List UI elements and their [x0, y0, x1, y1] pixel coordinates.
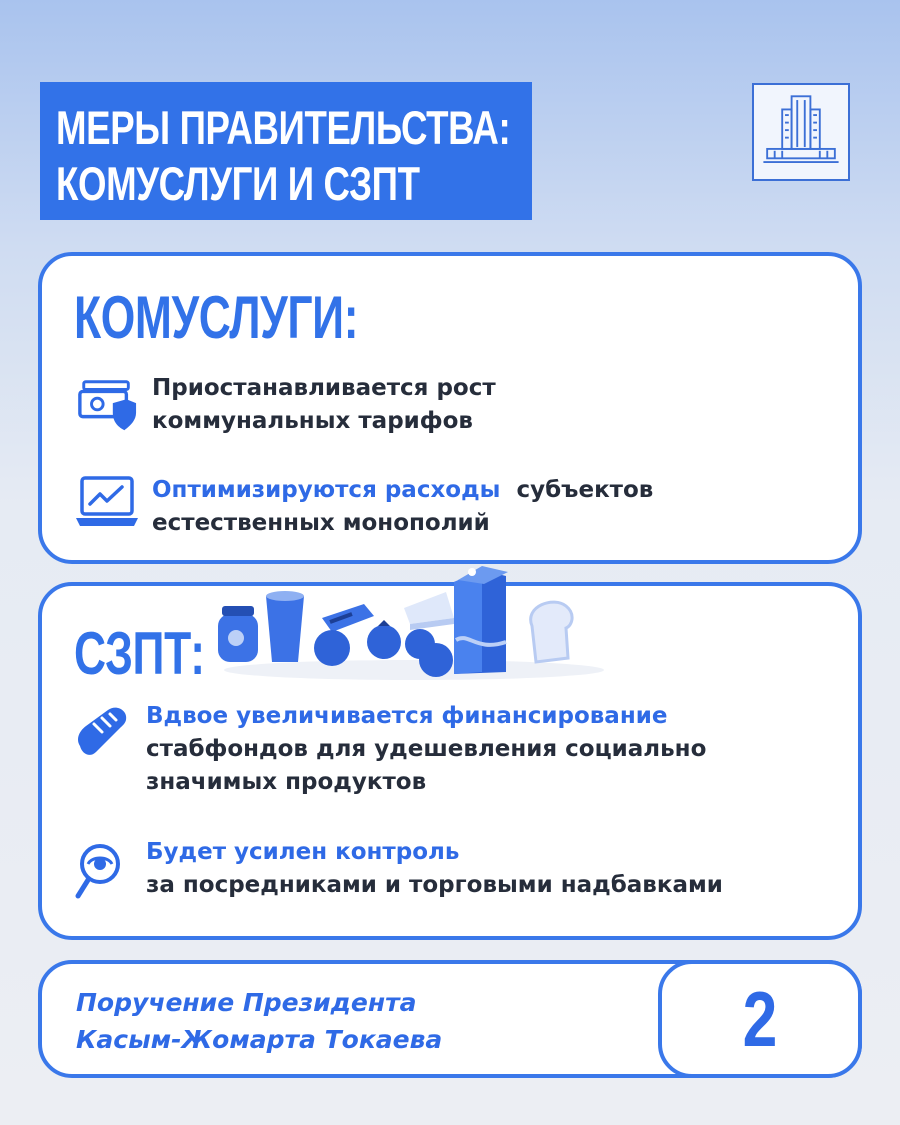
page-title-line-1: МЕРЫ ПРАВИТЕЛЬСТВА:	[56, 101, 511, 154]
page-title-box	[40, 82, 532, 220]
government-building-icon	[754, 85, 848, 179]
glass-icon	[266, 591, 304, 662]
komuslugi-item-1-line-1: Приостанавливается рост	[152, 375, 496, 401]
szpt-item-2-text	[146, 836, 723, 902]
szpt-item-2-line-2: за посредниками и торговыми надбавками	[146, 872, 723, 898]
komuslugi-item-1-text	[152, 372, 496, 438]
laptop-chart-icon	[74, 474, 140, 530]
komuslugi-item-2-text	[152, 474, 653, 540]
bread-loaf-icon	[72, 702, 132, 762]
footer-line-2: Касым-Жомарта Токаева	[76, 1025, 443, 1054]
magnifier-eye-icon	[74, 840, 132, 902]
page-number: 2	[742, 975, 778, 1063]
jar-icon	[218, 606, 258, 662]
page-title-line-2: КОМУСЛУГИ И СЗПТ	[56, 157, 420, 210]
page-number-box	[658, 960, 862, 1078]
szpt-heading: СЗПТ:	[74, 620, 205, 687]
government-logo	[752, 83, 850, 181]
szpt-item-1-text	[146, 700, 706, 799]
cheese-icon	[404, 592, 454, 630]
szpt-item-1-line-1: Вдвое увеличивается финансирование	[146, 703, 668, 729]
komuslugi-item-2-line-2: естественных монополий	[152, 510, 490, 536]
komuslugi-heading: КОМУСЛУГИ:	[74, 284, 359, 351]
komuslugi-item-1-line-2: коммунальных тарифов	[152, 408, 473, 434]
footer-text	[76, 984, 442, 1058]
szpt-item-1-line-3: значимых продуктов	[146, 769, 427, 795]
footer-card	[38, 960, 862, 1078]
komuslugi-card	[38, 252, 862, 564]
footer-line-1: Поручение Президента	[76, 988, 417, 1017]
milk-carton-icon	[454, 566, 508, 674]
komuslugi-item-2-accent: Оптимизируются расходы	[152, 477, 501, 503]
szpt-item-1-line-2: стабфондов для удешевления социально	[146, 736, 707, 762]
komuslugi-item-2-rest: субъектов	[516, 477, 654, 503]
szpt-item-2-line-1: Будет усилен контроль	[146, 839, 460, 865]
money-shield-icon	[76, 374, 138, 436]
fish-icon	[314, 604, 374, 666]
bread-slice-icon	[531, 602, 572, 662]
food-products-illustration	[214, 562, 614, 686]
szpt-card	[38, 582, 862, 940]
